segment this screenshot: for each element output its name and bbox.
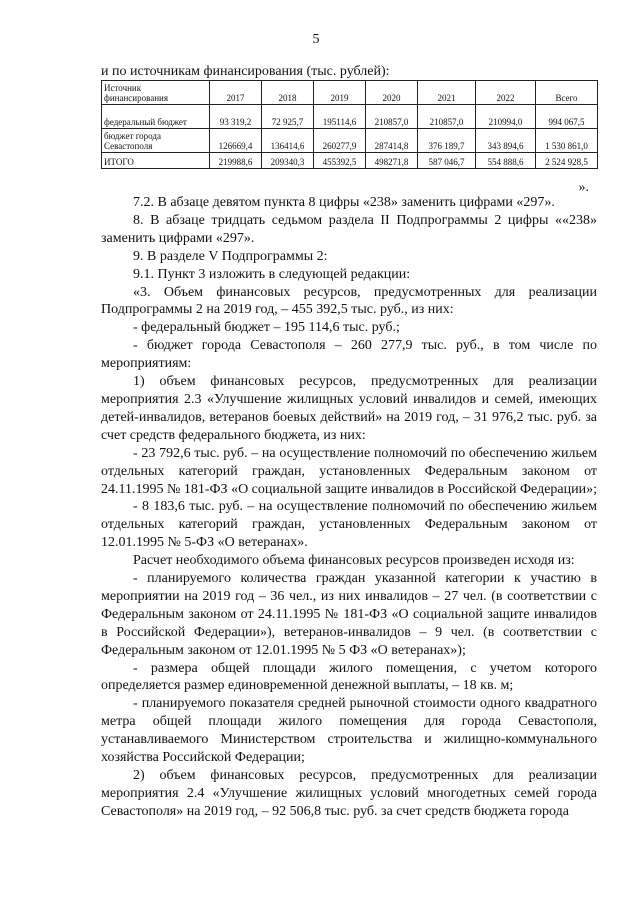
table-row [102,105,598,129]
table-cell: 195114,6 [314,105,366,129]
table-header-cell: 2022 [476,81,536,105]
table-cell: федеральный бюджет [102,105,210,129]
table-cell: 260277,9 [314,129,366,153]
closing-quote: ». [578,180,589,195]
table-header-cell: 2020 [366,81,418,105]
table-cell: 455392,5 [314,153,366,169]
table-header-cell: Всего [536,81,598,105]
table-cell: 136414,6 [262,129,314,153]
table-cell: 343 894,6 [476,129,536,153]
paragraph: - 23 792,6 тыс. руб. – на осуществление полномочий по обеспечению жильем отдельных категорий граждан, установленных Федеральным законом от 24.11.1995 № 181-ФЗ «О социальной защите инвалидов в Российской Федерации»; [101,445,597,497]
table-cell: 287414,8 [366,129,418,153]
table-row [102,129,598,153]
paragraph: - бюджет города Севастополя – 260 277,9 тыс. руб., в том числе по мероприятиям: [101,338,597,372]
table-cell: 2 524 928,5 [536,153,598,169]
table-cell: 498271,8 [366,153,418,169]
table-cell: 72 925,7 [262,105,314,129]
table-cell: 209340,3 [262,153,314,169]
table-cell: 93 319,2 [210,105,262,129]
table-cell: 1 530 861,0 [536,129,598,153]
paragraph: 9. В разделе V Подпрограммы 2: [133,248,328,264]
table-cell: ИТОГО [102,153,210,169]
table-cell: бюджет города Севастополя [102,129,210,153]
table-row-total [102,153,598,169]
table-cell: 994 067,5 [536,105,598,129]
table-cell: 210857,0 [366,105,418,129]
paragraph: 9.1. Пункт 3 изложить в следующей редакции: [133,266,411,282]
table-header-cell: 2021 [418,81,476,105]
paragraph: 1) объем финансовых ресурсов, предусмотренных для реализации мероприятия 2.3 «Улучшение жилищных условий инвалидов и семей, имеющих детей-инвалидов, ветеранов боевых действий» на 2019 год, – 31 976,2 тыс. руб. за счет средств федерального бюджета, из них: [101,374,597,443]
table-cell: 210994,0 [476,105,536,129]
paragraph: - планируемого показателя средней рыночной стоимости одного квадратного метра общей площади жилого помещения для города Севастополя, устанавливаемого Министерством строительства и жилищно-коммунального хозяйства Российской Федерации; [101,696,597,766]
table-header-cell: 2017 [210,81,262,105]
table-caption: и по источникам финансирования (тыс. рублей): [101,64,390,79]
paragraph: 8. В абзаце тридцать седьмом раздела II Подпрограммы 2 цифры ««238» заменить цифрами «297». [101,212,597,246]
table-header-cell: Источник финансирования [102,81,210,105]
paragraph: - 8 183,6 тыс. руб. – на осуществление полномочий по обеспечению жильем отдельных категорий граждан, установленных Федеральным законом от 12.01.1995 № 5-ФЗ «О ветеранах». [101,499,597,551]
page-number: 5 [312,32,320,47]
paragraph: Расчет необходимого объема финансовых ресурсов произведен исходя из: [133,553,575,569]
table-header-cell: 2018 [262,81,314,105]
paragraph: - федеральный бюджет – 195 114,6 тыс. руб.; [133,320,400,336]
paragraph: «3. Объем финансовых ресурсов, предусмотренных для реализации Подпрограммы 2 на 2019 год, – 455 392,5 тыс. руб., из них: [101,284,597,318]
paragraph: - планируемого количества граждан указанной категории к участию в мероприятии на 2019 год – 36 чел., из них инвалидов – 27 чел. (в соответствии с Федеральным законом от 24.11.1995 № 181-ФЗ «О социальной защите инвалидов в Российской Федерации»), ветеранов-инвалидов – 9 чел. (в соответствии с Федеральным законом от 12.01.1995 № 5 ФЗ «О ветеранах»); [101,571,597,658]
table-cell: 210857,0 [418,105,476,129]
document-body [101,194,597,821]
table-header-cell: 2019 [314,81,366,105]
paragraph: 2) объем финансовых ресурсов, предусмотренных для реализации мероприятия 2.4 «Улучшение жилищных условий многодетных семей города Севастополя» на 2019 год, – 92 506,8 тыс. руб. за счет средств бюджета города [101,768,597,819]
table-cell: 554 888,6 [476,153,536,169]
table-header-row [102,81,598,105]
paragraph: 7.2. В абзаце девятом пункта 8 цифры «238» заменить цифрами «297». [133,195,555,210]
paragraph: - размера общей площади жилого помещения, с учетом которого определяется размер единовременной денежной выплаты, – 18 кв. м; [101,660,597,694]
table-cell: 587 046,7 [418,153,476,169]
table-cell: 126669,4 [210,129,262,153]
table-cell: 376 189,7 [418,129,476,153]
financing-table [101,80,598,169]
table-cell: 219988,6 [210,153,262,169]
